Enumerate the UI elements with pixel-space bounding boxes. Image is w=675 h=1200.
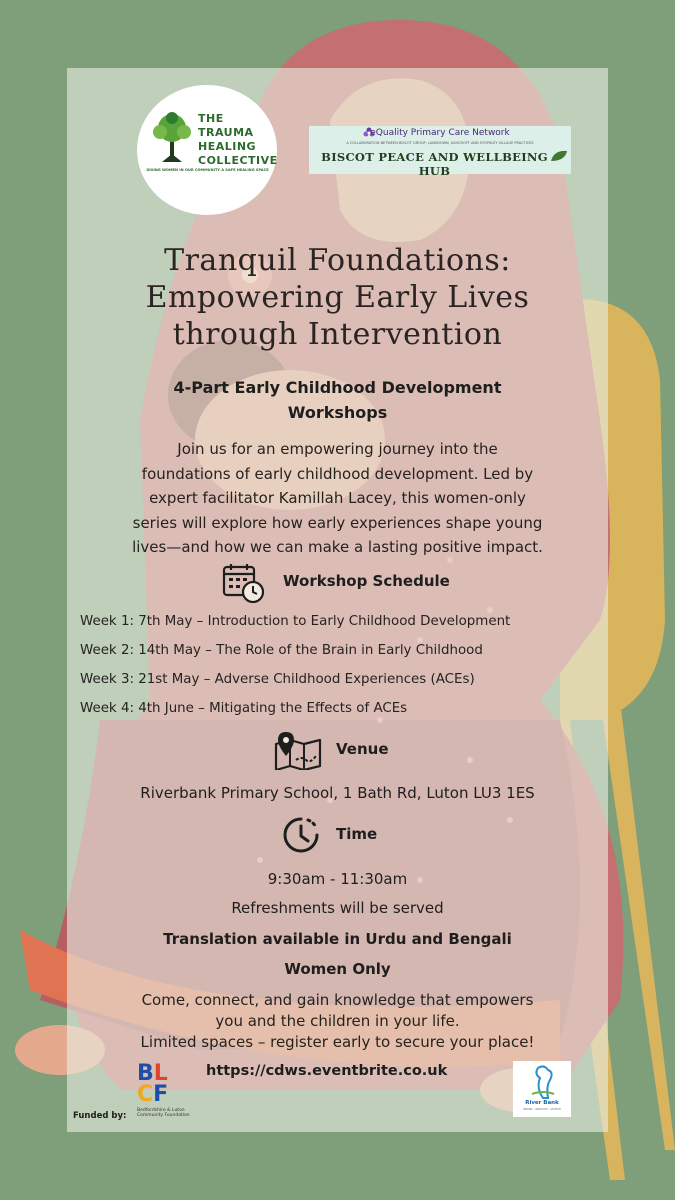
event-subtitle [90, 375, 585, 425]
title-line: Empowering Early Lives [145, 280, 530, 315]
blcf-logo [137, 1063, 168, 1105]
calendar-clock-icon [222, 562, 266, 604]
logo-text-line: COLLECTIVE [198, 154, 278, 167]
intro-paragraph [90, 437, 585, 560]
closing-line: Limited spaces – register early to secure your place! [140, 1033, 535, 1051]
intro-line: Join us for an empowering journey into the [177, 440, 498, 458]
logo-text-line: THE [198, 112, 224, 125]
event-title [67, 242, 608, 353]
funded-by-label: Funded by: [73, 1111, 127, 1121]
schedule-week-2: Week 2: 14th May – The Role of the Brain in Early Childhood [80, 643, 483, 658]
riverbank-name: River Bank [525, 1100, 559, 1106]
title-line: through Intervention [172, 317, 503, 352]
closing-line: Come, connect, and gain knowledge that empowers [141, 991, 534, 1009]
schedule-week-4: Week 4: 4th June – Mitigating the Effects of ACEs [80, 701, 408, 716]
women-only-note: Women Only [284, 960, 391, 978]
intro-line: foundations of early childhood development. Led by [141, 464, 534, 483]
translation-note: Translation available in Urdu and Bengali [163, 930, 512, 948]
venue-heading: Venue [336, 740, 389, 758]
equality-title: eQuality Primary Care Network [370, 128, 510, 138]
leaf-icon [550, 149, 568, 163]
closing-paragraph [90, 990, 585, 1053]
refreshments-note: Refreshments will be served [231, 899, 444, 917]
time-heading: Time [336, 825, 378, 843]
blcf-caption: Bedfordshire & Luton Community Foundation [137, 1108, 190, 1118]
riverbank-tagline: INSPIRE · INNOVATE · ACHIEVE [523, 1108, 561, 1111]
logo-text-line: HEALING [198, 140, 257, 153]
logo-text-line: TRAUMA [198, 126, 254, 139]
trauma-healing-collective-name [198, 112, 278, 168]
tree-logo-icon [148, 110, 196, 166]
equality-small-text: A COLLABORATION BETWEEN BISCOT GROUP, LANSDOWN, ASHCROFT AND STOPSLEY VILLAGE PRACTICES [346, 141, 534, 145]
schedule-week-3: Week 3: 21st May – Adverse Childhood Experiences (ACEs) [80, 672, 475, 687]
intro-line: lives—and how we can make a lasting positive impact. [132, 538, 543, 556]
schedule-heading: Workshop Schedule [283, 572, 450, 590]
time-hours: 9:30am - 11:30am [267, 870, 408, 888]
intro-line: expert facilitator Kamillah Lacey, this women-only [149, 489, 526, 507]
intro-line: series will explore how early experiences shape young [132, 513, 543, 532]
biscot-hub-name: BISCOT PEACE AND WELLBEING HUB [321, 150, 548, 178]
subtitle-line: 4-Part Early Childhood Development [173, 378, 502, 397]
riverbank-tree-icon [526, 1064, 560, 1100]
blcf-letters-bottom: CF [137, 1082, 169, 1107]
map-pin-icon [272, 730, 324, 770]
venue-address: Riverbank Primary School, 1 Bath Rd, Luton LU3 1ES [140, 784, 535, 802]
closing-line: you and the children in your life. [215, 1012, 460, 1030]
blcf-letters-top: BL [137, 1061, 168, 1086]
schedule-week-1: Week 1: 7th May – Introduction to Early Childhood Development [80, 614, 511, 629]
title-line: Tranquil Foundations: [164, 243, 511, 278]
subtitle-line: Workshops [287, 403, 388, 422]
registration-link[interactable]: https://cdws.eventbrite.co.uk [206, 1063, 448, 1079]
clock-icon [281, 815, 321, 855]
trauma-healing-collective-tagline: GIVING WOMEN IN OUR COMMUNITY A SAFE HEALING SPACE [146, 168, 269, 172]
